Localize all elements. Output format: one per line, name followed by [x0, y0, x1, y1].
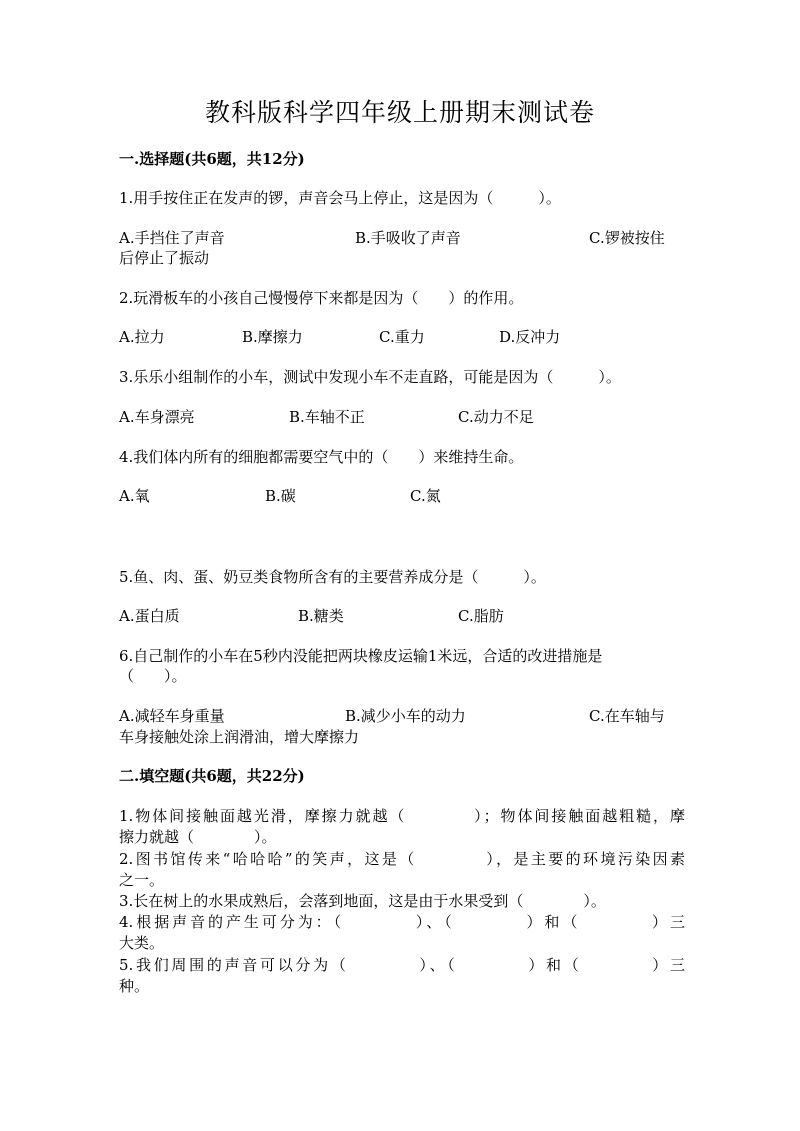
option-continuation-1: 后停止了振动: [119, 249, 210, 267]
option-3c: C.动力不足: [458, 408, 534, 426]
options-row-5: [119, 605, 685, 627]
option-5c: C.脂肪: [458, 607, 504, 625]
option-4b: B.碳: [265, 487, 296, 505]
option-3b: B.车轴不正: [289, 408, 365, 426]
question-stem-1: 1.用手按住正在发声的锣，声音会马上停止，这是因为（ ）。: [119, 189, 561, 207]
fill-line-8: 5.我们周围的声音可以分为（ ）、（ ）和（ ）三: [119, 956, 685, 974]
option-1a: A.手挡住了声音: [119, 229, 225, 247]
fill-line-3: 2.图书馆传来“哈哈哈”的笑声，这是（ ），是主要的环境污染因素: [119, 850, 685, 868]
options-row-2: [119, 326, 685, 348]
question-stem-6: 6.自己制作的小车在5秒内没能把两块橡皮运输1米远，合适的改进措施是: [119, 647, 603, 665]
question-stem-3: 3.乐乐小组制作的小车，测试中发现小车不走直路，可能是因为（ ）。: [119, 368, 621, 386]
question-stem-5: 5.鱼、肉、蛋、奶豆类食物所含有的主要营养成分是（ ）。: [119, 568, 546, 586]
option-2d: D.反冲力: [499, 328, 561, 346]
page-title: 教科版科学四年级上册期末测试卷: [204, 98, 595, 127]
options-row-6: [119, 705, 685, 727]
option-4a: A.氧: [119, 487, 150, 505]
option-6a: A.减轻车身重量: [119, 707, 225, 725]
fill-line-6: 4.根据声音的产生可分为：（ ）、（ ）和（ ）三: [119, 913, 685, 931]
option-5a: A.蛋白质: [119, 607, 180, 625]
question-stem-6-cont: （ ）。: [119, 667, 187, 685]
option-1b: B.手吸收了声音: [355, 229, 461, 247]
option-2a: A.拉力: [119, 328, 165, 346]
section-heading-fill: 二.填空题(共6题，共22分): [119, 767, 305, 785]
option-3a: A.车身漂亮: [119, 408, 195, 426]
option-5b: B.糖类: [298, 607, 344, 625]
fill-line-4: 之一。: [119, 871, 165, 889]
fill-line-9: 种。: [119, 977, 150, 995]
options-row-3: [119, 406, 685, 428]
fill-line-7: 大类。: [119, 934, 165, 952]
fill-line-5: 3.长在树上的水果成熟后，会落到地面，这是由于水果受到（ ）。: [119, 892, 606, 910]
option-2c: C.重力: [379, 328, 425, 346]
option-continuation-6: 车身接触处涂上润滑油，增大摩擦力: [119, 728, 360, 746]
option-6b: B.减少小车的动力: [345, 707, 466, 725]
question-stem-2: 2.玩滑板车的小孩自己慢慢停下来都是因为（ ）的作用。: [119, 289, 524, 307]
option-4c: C.氮: [410, 487, 441, 505]
option-2b: B.摩擦力: [242, 328, 303, 346]
option-6c: C.在车轴与: [589, 707, 665, 725]
section-heading-choice: 一.选择题(共6题，共12分): [119, 150, 305, 168]
fill-line-1: 1.物体间接触面越光滑，摩擦力就越（ ）；物体间接触面越粗糙，摩: [119, 807, 685, 825]
question-stem-4: 4.我们体内所有的细胞都需要空气中的（ ）来维持生命。: [119, 448, 524, 466]
fill-line-2: 擦力就越（ ）。: [119, 828, 277, 846]
option-1c: C.锣被按住: [589, 229, 665, 247]
options-row-1: [119, 227, 685, 249]
options-row-4: [119, 485, 685, 507]
